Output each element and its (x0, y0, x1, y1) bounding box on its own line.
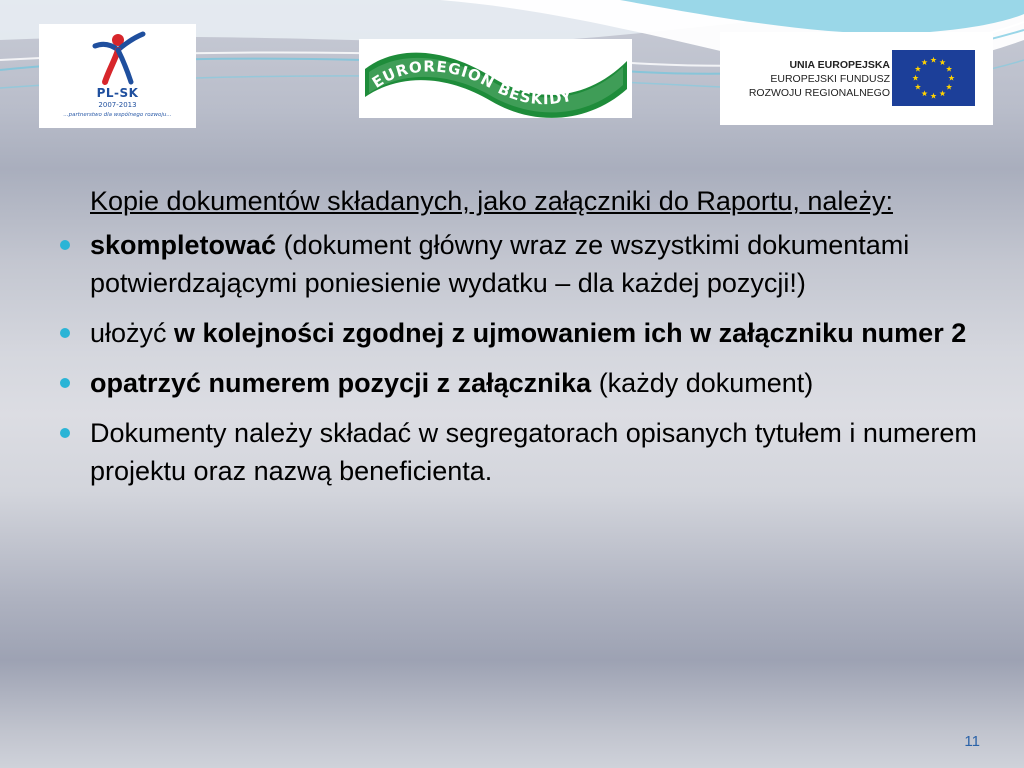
bullet-dot-icon (60, 428, 70, 438)
bullet-3-text: (każdy dokument) (591, 368, 814, 398)
bullet-1-bold: skompletować (90, 230, 277, 260)
euroregion-banner-icon (359, 39, 632, 118)
svg-text:EUROREGION BESKIDY (369, 57, 575, 108)
eu-line-3: ROZWOJU REGIONALNEGO (748, 87, 890, 99)
euroregion-beskidy-logo (359, 39, 632, 118)
euroregion-text: EUROREGION BESKIDY (368, 57, 575, 109)
bullet-dot-icon (60, 378, 70, 388)
bullet-item-1 (58, 226, 978, 302)
eu-line-1: UNIA EUROPEJSKA (789, 59, 890, 71)
plsk-name: PL-SK (96, 86, 139, 100)
bullet-list (58, 226, 978, 490)
lead-heading: Kopie dokumentów składanych, jako załączniki do Raportu, należy: (90, 186, 893, 216)
bullet-4-text: Dokumenty należy składać w segregatorach opisanych tytułem i numerem projektu oraz nazwą beneficienta. (90, 418, 977, 486)
bullet-item-3 (58, 364, 978, 402)
bullet-dot-icon (60, 328, 70, 338)
bullet-dot-icon (60, 240, 70, 250)
slide-content (58, 182, 978, 502)
bullet-2-text: ułożyć (90, 318, 175, 348)
page-number: 11 (964, 733, 980, 750)
plsk-motto: ...partnerstwo dla wspólnego rozwoju... (63, 112, 172, 118)
eu-fund-logo (720, 32, 993, 125)
plsk-years: 2007-2013 (98, 101, 137, 109)
eu-flag-icon (892, 50, 975, 106)
eu-line-2: EUROPEJSKI FUNDUSZ (770, 73, 890, 85)
bullet-item-2 (58, 314, 978, 352)
bullet-item-4 (58, 414, 978, 490)
bullet-1-text: (dokument główny wraz ze wszystkimi dokumentami potwierdzającymi poniesienie wydatku – dla każdej pozycji!) (90, 230, 910, 298)
plsk-figure-icon (39, 24, 196, 88)
bullet-3-bold: opatrzyć numerem pozycji z załącznika (90, 368, 592, 398)
plsk-program-logo (39, 24, 196, 128)
bullet-2-bold: w kolejności zgodnej z ujmowaniem ich w załączniku numer 2 (174, 318, 967, 348)
eu-fund-text (730, 58, 890, 100)
